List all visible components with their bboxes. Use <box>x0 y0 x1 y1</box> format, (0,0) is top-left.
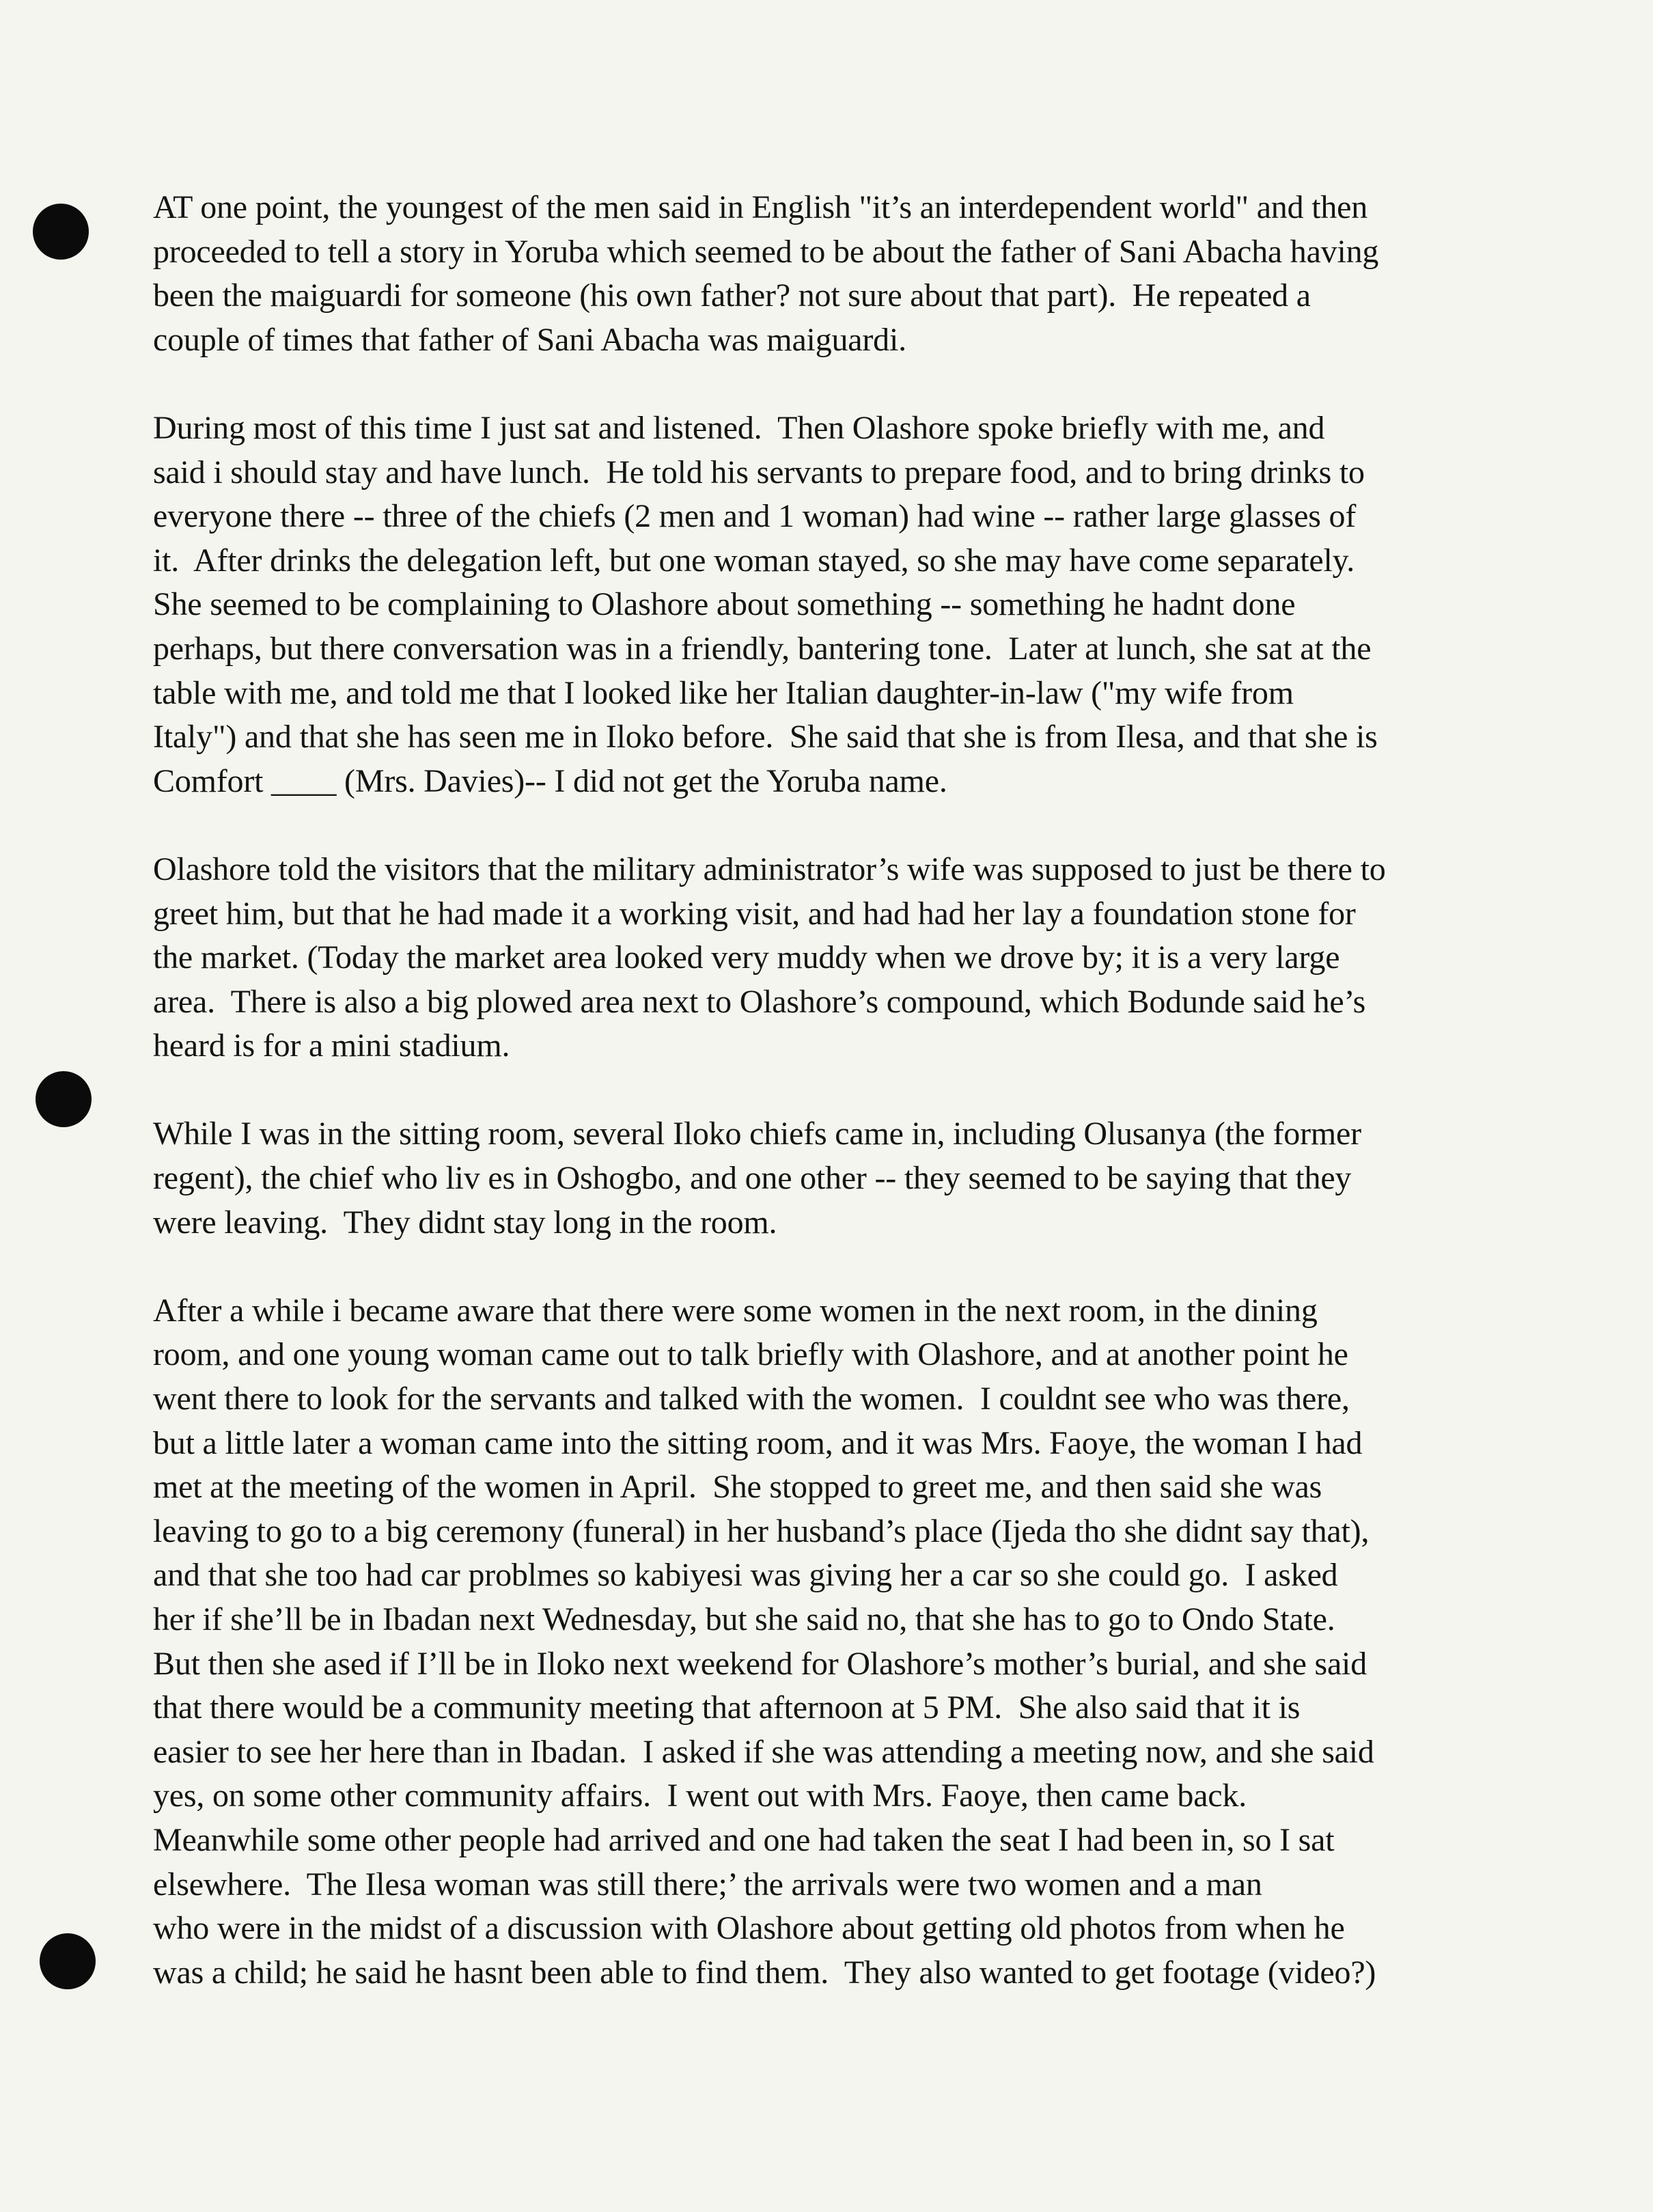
text-line: who were in the midst of a discussion with Olashore about getting old photos from when he <box>153 1910 1345 1947</box>
text-line: But then she ased if I’ll be in Iloko next weekend for Olashore’s mother’s burial, and she said <box>153 1645 1367 1682</box>
text-line: area. There is also a big plowed area next to Olashore’s compound, which Bodunde said he’s <box>153 983 1366 1020</box>
text-line: elsewhere. The Ilesa woman was still there;’ the arrivals were two women and a man <box>153 1866 1262 1903</box>
text-line: heard is for a mini stadium. <box>153 1027 510 1064</box>
text-line: proceeded to tell a story in Yoruba which seemed to be about the father of Sani Abacha having <box>153 233 1379 270</box>
text-line: table with me, and told me that I looked like her Italian daughter-in-law ("my wife from <box>153 674 1294 711</box>
text-line: said i should stay and have lunch. He told his servants to prepare food, and to bring drinks to <box>153 454 1365 490</box>
text-line: went there to look for the servants and talked with the women. I couldnt see who was there, <box>153 1381 1350 1418</box>
text-line: her if she’ll be in Ibadan next Wednesday, but she said no, that she has to go to Ondo State. <box>153 1601 1335 1637</box>
text-line: After a while i became aware that there were some women in the next room, in the dining <box>153 1292 1318 1329</box>
paragraph <box>153 406 1526 803</box>
text-line: During most of this time I just sat and listened. Then Olashore spoke briefly with me, and <box>153 409 1325 446</box>
text-line: Comfort ____ (Mrs. Davies)-- I did not get the Yoruba name. <box>153 762 947 799</box>
text-line: perhaps, but there conversation was in a friendly, bantering tone. Later at lunch, she sat at the <box>153 630 1372 667</box>
text-line: yes, on some other community affairs. I went out with Mrs. Faoye, then came back. <box>153 1778 1247 1814</box>
text-line: but a little later a woman came into the sitting room, and it was Mrs. Faoye, the woman I had <box>153 1424 1363 1461</box>
text-line: couple of times that father of Sani Abacha was maiguardi. <box>153 321 906 358</box>
text-line: it. After drinks the delegation left, but one woman stayed, so she may have come separately. <box>153 542 1355 579</box>
binder-hole-bottom <box>40 1933 96 1989</box>
text-line: AT one point, the youngest of the men said in English "it’s an interdependent world" and then <box>153 189 1368 225</box>
paragraph <box>153 848 1526 1068</box>
text-line: met at the meeting of the women in April. She stopped to greet me, and then said she was <box>153 1469 1322 1506</box>
text-line: room, and one young woman came out to talk briefly with Olashore, and at another point he <box>153 1336 1348 1373</box>
paragraph <box>153 1112 1526 1245</box>
binder-hole-top <box>33 204 89 260</box>
paragraph <box>153 1289 1526 1995</box>
text-line: She seemed to be complaining to Olashore about something -- something he hadnt done <box>153 586 1296 623</box>
text-line: greet him, but that he had made it a working visit, and had had her lay a foundation stone for <box>153 895 1356 932</box>
text-line: Italy") and that she has seen me in Iloko before. She said that she is from Ilesa, and that she is <box>153 719 1378 756</box>
text-line: regent), the chief who liv es in Oshogbo, and one other -- they seemed to be saying that they <box>153 1160 1352 1197</box>
text-line: While I was in the sitting room, several Iloko chiefs came in, including Olusanya (the former <box>153 1116 1361 1152</box>
text-line: was a child; he said he hasnt been able to find them. They also wanted to get footage (video?) <box>153 1954 1376 1991</box>
text-line: leaving to go to a big ceremony (funeral) in her husband’s place (Ijeda tho she didnt say that), <box>153 1512 1370 1549</box>
text-line: and that she too had car problmes so kabiyesi was giving her a car so she could go. I asked <box>153 1557 1338 1594</box>
binder-hole-middle <box>36 1071 92 1127</box>
text-line: been the maiguardi for someone (his own father? not sure about that part). He repeated a <box>153 277 1311 314</box>
document-body <box>153 186 1526 2039</box>
text-line: easier to see her here than in Ibadan. I asked if she was attending a meeting now, and she said <box>153 1733 1374 1770</box>
text-line: Meanwhile some other people had arrived and one had taken the seat I had been in, so I sat <box>153 1821 1335 1858</box>
text-line: were leaving. They didnt stay long in the room. <box>153 1204 777 1241</box>
text-line: the market. (Today the market area looked very muddy when we drove by; it is a very large <box>153 939 1340 976</box>
text-line: everyone there -- three of the chiefs (2 men and 1 woman) had wine -- rather large glasses of <box>153 498 1357 535</box>
text-line: Olashore told the visitors that the military administrator’s wife was supposed to just be there to <box>153 851 1386 887</box>
paragraph <box>153 186 1526 362</box>
text-line: that there would be a community meeting that afternoon at 5 PM. She also said that it is <box>153 1689 1301 1726</box>
